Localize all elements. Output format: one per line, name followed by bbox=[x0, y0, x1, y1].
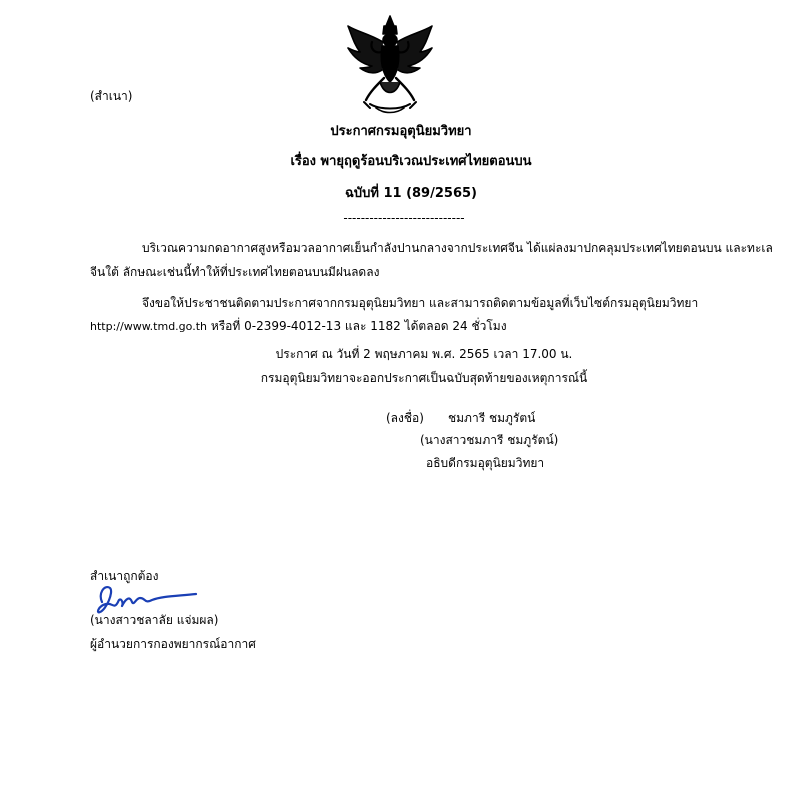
signatory-full-name: (นางสาวชมภารี ชมภูรัตน์) bbox=[420, 433, 559, 447]
document-issue-number: ฉบับที่ 11 (89/2565) bbox=[345, 186, 477, 201]
garuda-emblem-icon bbox=[340, 12, 440, 116]
sign-label: (ลงชื่อ) bbox=[386, 411, 424, 425]
document-title: ประกาศกรมอุตุนิยมวิทยา bbox=[330, 124, 472, 139]
paragraph-1-line-2: จีนใต้ ลักษณะเช่นนี้ทำให้ที่ประเทศไทยตอนบนมีฝนลดลง bbox=[90, 265, 380, 279]
announcement-date: ประกาศ ณ วันที่ 2 พฤษภาคม พ.ศ. 2565 เวลา 17.00 น. bbox=[275, 347, 573, 361]
certified-copy-label: สำเนาถูกต้อง bbox=[90, 569, 159, 583]
signed-name: ชมภารี ชมภูรัตน์ bbox=[448, 411, 536, 425]
paragraph-2-line-1: จึงขอให้ประชาชนติดตามประกาศจากกรมอุตุนิยมวิทยา และสามารถติดตามข้อมูลที่เว็บไซต์กรมอุตุนิยมวิทยา bbox=[142, 296, 699, 310]
copy-mark: (สำเนา) bbox=[90, 89, 133, 103]
certifier-name: (นางสาวชลาลัย แจ่มผล) bbox=[90, 613, 219, 627]
paragraph-1-line-1: บริเวณความกดอากาศสูงหรือมวลอากาศเย็นกำลังปานกลางจากประเทศจีน ได้แผ่ลงมาปกคลุมประเทศไทยตอนบน และทะเล bbox=[142, 241, 773, 255]
final-issue-note: กรมอุตุนิยมวิทยาจะออกประกาศเป็นฉบับสุดท้ายของเหตุการณ์นี้ bbox=[260, 371, 588, 385]
certifier-position: ผู้อำนวยการกองพยากรณ์อากาศ bbox=[90, 637, 256, 651]
paragraph-2-line-2 bbox=[90, 318, 507, 335]
separator-line: ---------------------------- bbox=[343, 211, 465, 225]
signatory-position: อธิบดีกรมอุตุนิยมวิทยา bbox=[426, 456, 545, 470]
website-url: http://www.tmd.go.th bbox=[90, 320, 207, 333]
document-subject: เรื่อง พายุฤดูร้อนบริเวณประเทศไทยตอนบน bbox=[290, 154, 532, 169]
contact-phone-text: หรือที่ 0-2399-4012-13 และ 1182 ได้ตลอด 24 ชั่วโมง bbox=[210, 319, 507, 333]
